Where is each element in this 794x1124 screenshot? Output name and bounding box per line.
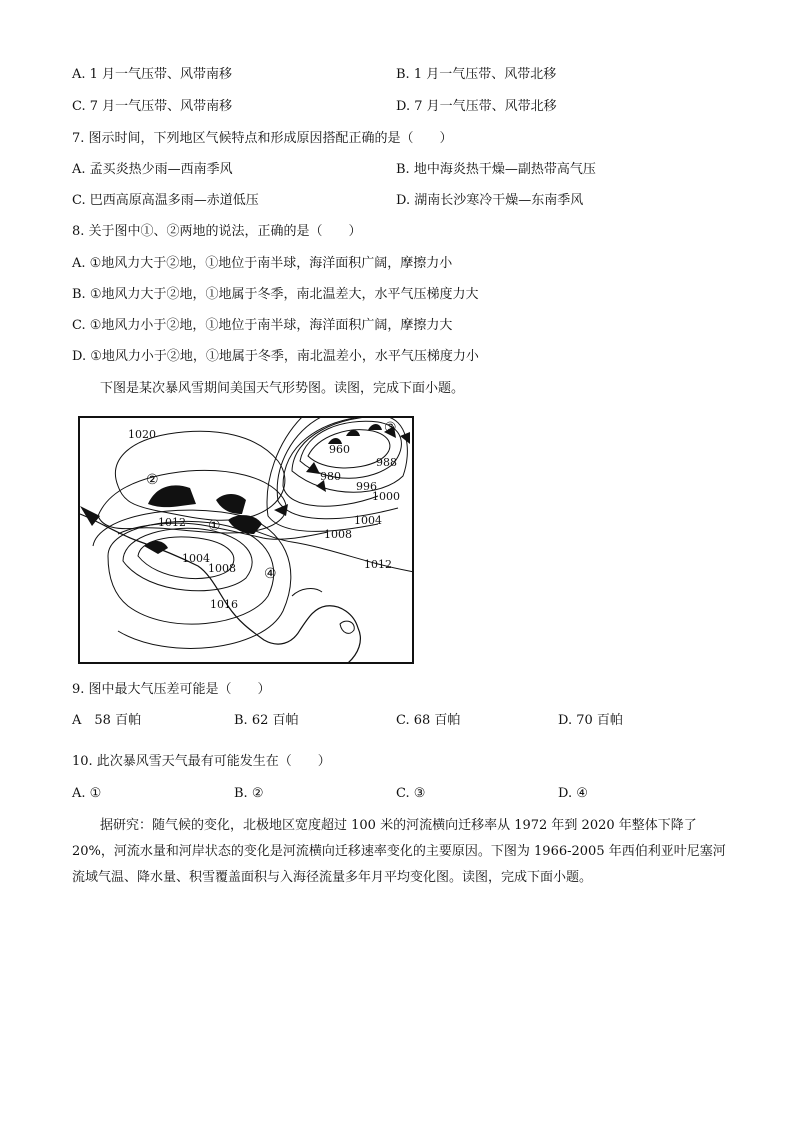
q8-option-c: C. ①地风力小于②地，①地位于南半球，海洋面积广阔，摩擦力大 (72, 318, 453, 333)
q10-option-a: A. ① (72, 786, 102, 801)
isobar-label: 1020 (128, 428, 156, 441)
isobar-label: 988 (376, 456, 397, 469)
q7-option-d: D. 湖南长沙寒冷干燥—东南季风 (396, 193, 584, 208)
q6-option-d: D. 7 月一气压带、风带北移 (396, 99, 557, 114)
q9-stem: 9. 图中最大气压差可能是（ ） (72, 682, 271, 697)
research-intro: 据研究：随气候的变化，北极地区宽度超过 100 米的河流横向迁移率从 1972 年到 2020 年整体下降了 20%，河流水量和河岸状态的变化是河流横向迁移速率变化的主要原因。下图为 1966-2005 年西伯利亚叶尼塞河流域气温、降水量、积雪覆盖面积与入海径流量多年月平均变化图。读图，完成下面小题。 (72, 818, 726, 885)
q9-option-a: A 58 百帕 (72, 713, 142, 728)
weather-map (78, 416, 414, 664)
q7-option-b: B. 地中海炎热干燥—副热带高气压 (396, 162, 596, 177)
q9-option-c: C. 68 百帕 (396, 713, 461, 728)
q7-option-a: A. 孟买炎热少雨—西南季风 (72, 162, 233, 177)
isobar-label: 1012 (158, 516, 186, 529)
q10-option-b: B. ② (234, 786, 264, 801)
location-marker-2: ② (146, 472, 159, 488)
q9-option-b: B. 62 百帕 (234, 713, 299, 728)
q8-option-a: A. ①地风力大于②地，①地位于南半球，海洋面积广阔，摩擦力小 (72, 256, 453, 271)
map-intro: 下图是某次暴风雪期间美国天气形势图。读图，完成下面小题。 (100, 381, 465, 396)
isobar-label: 1004 (354, 514, 382, 527)
isobar-label: 960 (329, 443, 350, 456)
q7-stem: 7. 图示时间，下列地区气候特点和形成原因搭配正确的是（ ） (72, 131, 453, 146)
q9-option-d: D. 70 百帕 (558, 713, 623, 728)
q6-option-a: A. 1 月一气压带、风带南移 (72, 67, 233, 82)
isobar-label: 1012 (364, 558, 392, 571)
isobar-label: 1008 (324, 528, 352, 541)
location-marker-3: ③ (384, 420, 397, 436)
isobar-label: 996 (356, 480, 377, 493)
q10-option-d: D. ④ (558, 786, 588, 801)
q7-option-c: C. 巴西高原高温多雨—赤道低压 (72, 193, 259, 208)
q10-option-c: C. ③ (396, 786, 426, 801)
location-marker-4: ④ (264, 566, 277, 582)
isobar-label: 1008 (208, 562, 236, 575)
isobar-label: 980 (320, 470, 341, 483)
isobar-label: 1000 (372, 490, 400, 503)
q8-stem: 8. 关于图中①、②两地的说法，正确的是（ ） (72, 224, 362, 239)
q6-option-c: C. 7 月一气压带、风带南移 (72, 99, 233, 114)
isobar-label: 1004 (182, 552, 210, 565)
location-marker-1: ① (208, 518, 221, 534)
isobar-label: 1016 (210, 598, 238, 611)
q10-stem: 10. 此次暴风雪天气最有可能发生在（ ） (72, 754, 331, 769)
q8-option-b: B. ①地风力大于②地，①地属于冬季，南北温差大，水平气压梯度力大 (72, 287, 479, 302)
q8-option-d: D. ①地风力小于②地，①地属于冬季，南北温差小，水平气压梯度力小 (72, 349, 479, 364)
q6-option-b: B. 1 月一气压带、风带北移 (396, 67, 557, 82)
